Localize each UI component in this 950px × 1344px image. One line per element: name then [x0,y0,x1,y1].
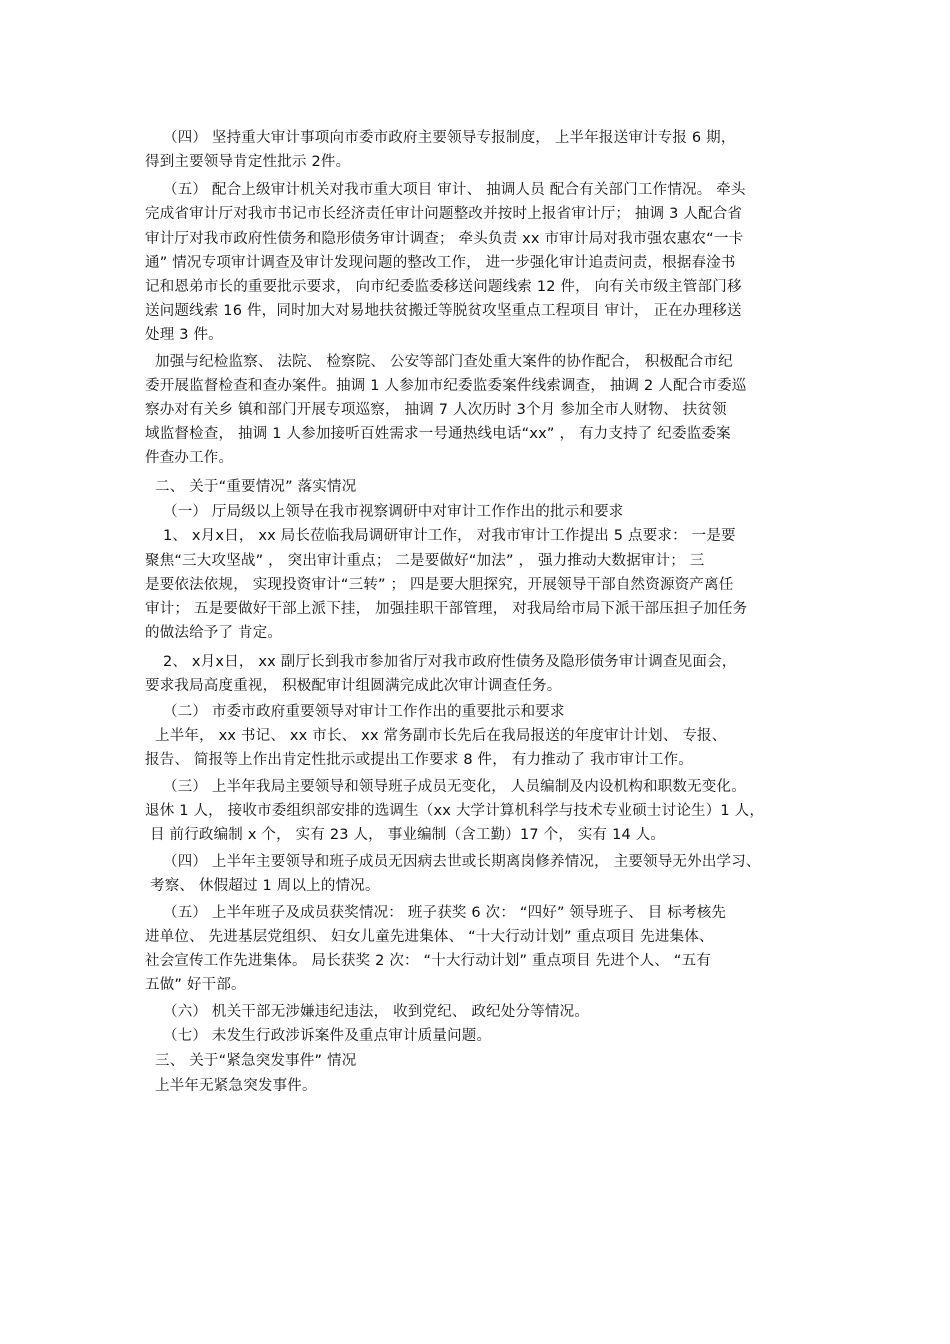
paragraph-line: （五） 上半年班子及成员获奖情况： 班子获奖 6 次： “四好” 领导班子、 目 标考核先 [163,905,727,921]
paragraph-line: 是要依法依规， 实现投资审计“三转” ； 四是要大胆探究，开展领导干部自然资源资产离任 [145,577,734,593]
section-heading: 三、 关于“紧急突发事件” 情况 [155,1053,357,1069]
paragraph-line: 的做法给予了 肯定。 [145,625,283,641]
paragraph-line: 退休 1 人， 接收市委组织部安排的选调生（xx 大学计算机科学与技术专业硕士讨论生）1 人， [145,803,765,819]
paragraph-line: 通” 情况专项审计调查及审计发现问题的整改工作， 进一步强化审计追责问责，根据春淦书 [145,255,736,271]
paragraph-line: 聚焦“三大攻坚战” ， 突出审计重点； 二是要做好“加法” ， 强力推动大数据审计； 三 [145,553,705,569]
paragraph-line: 得到主要领导肯定性批示 2件。 [145,154,351,170]
paragraph-line: 报告、 简报等上作出肯定性批示或提出工作要求 8 件， 有力推动了 我市审计工作。 [145,752,693,768]
subsection-heading: （一） 厅局级以上领导在我市视察调研中对审计工作作出的批示和要求 [163,504,624,520]
paragraph-line: 完成省审计厅对我市书记市长经济责任审计问题整改并按时上报省审计厅； 抽调 3 人配合省 [145,206,743,222]
paragraph-line: （四） 上半年主要领导和班子成员无因病去世或长期离岗修养情况， 主要领导无外出学习、 [163,854,761,870]
paragraph-line: 审计； 五是要做好干部上派下挂， 加强挂职干部管理， 对我局给市局下派干部压担子加任务 [145,601,748,617]
paragraph-line: 送问题线索 16 件，同时加大对易地扶贫搬迁等脱贫攻坚重点工程项目 审计， 正在办理移送 [145,303,742,319]
paragraph-line: 1、 x月x日， xx 局长莅临我局调研审计工作， 对我市审计工作提出 5 点要求： 一是要 [163,528,736,544]
paragraph-line: 社会宣传工作先进集体。 局长获奖 2 次： “十大行动计划” 重点项目 先进个人、 “五有 [145,953,712,969]
paragraph-line: 考察、 休假超过 1 周以上的情况。 [150,878,380,894]
paragraph-line: 委开展监督检查和查办案件。抽调 1 人参加市纪委监委案件线索调查， 抽调 2 人配合市委巡 [145,378,747,394]
paragraph-line: 上半年， xx 书记、 xx 市长、 xx 常务副市长先后在我局报送的年度审计计划、 专报、 [155,728,727,744]
paragraph-line: （四） 坚持重大审计事项向市委市政府主要领导专报制度， 上半年报送审计专报 6 期， [163,130,736,146]
paragraph-line: 记和恩弟市长的重要批示要求， 向市纪委监委移送问题线索 12 件， 向有关市级主管部门移 [145,279,742,295]
paragraph-line: 目 前行政编制 x 个， 实有 23 人， 事业编制（含工勤）17 个， 实有 14 人。 [150,827,666,843]
paragraph-line: （三） 上半年我局主要领导和领导班子成员无变化， 人员编制及内设机构和职数无变化。 [163,779,746,795]
paragraph-line: 件查办工作。 [145,450,234,466]
paragraph-line: 2、 x月x日， xx 副厅长到我市参加省厅对我市政府性债务及隐形债务审计调查见面会， [163,654,737,670]
section-heading: 二、 关于“重要情况” 落实情况 [155,479,357,495]
paragraph-line: 五做” 好干部。 [145,977,246,993]
paragraph-line: 处理 3 件。 [145,327,223,343]
paragraph-line: 审计厅对我市政府性债务和隐形债务审计调查； 牵头负责 xx 市审计局对我市强农惠农“一卡 [145,231,744,247]
subsection-heading: （二） 市委市政府重要领导对审计工作作出的重要批示和要求 [163,704,565,720]
paragraph-line: 域监督检查， 抽调 1 人参加接听百姓需求一号通热线电话“xx” ， 有力支持了 纪委监委案 [145,426,731,442]
paragraph-line: 察办对有关乡 镇和部门开展专项巡察， 抽调 7 人次历时 3个月 参加全市人财物、 扶贫领 [145,402,727,418]
paragraph-line: 加强与纪检监察、 法院、 检察院、 公安等部门查处重大案件的协作配合， 积极配合市纪 [155,354,733,370]
paragraph-line: （五） 配合上级审计机关对我市重大项目 审计、 抽调人员 配合有关部门工作情况。 牵头 [163,182,746,198]
paragraph-line: 要求我局高度重视， 积极配审计组圆满完成此次审计调查任务。 [145,678,562,694]
paragraph-line: 进单位、 先进基层党组织、 妇女儿童先进集体、 “十大行动计划” 重点项目 先进集体、 [145,929,714,945]
paragraph-line: （七） 未发生行政涉诉案件及重点审计质量问题。 [163,1028,492,1044]
paragraph-line: （六） 机关干部无涉嫌违纪违法， 收到党纪、 政纪处分等情况。 [163,1004,590,1020]
paragraph-line: 上半年无紧急突发事件。 [155,1078,317,1094]
